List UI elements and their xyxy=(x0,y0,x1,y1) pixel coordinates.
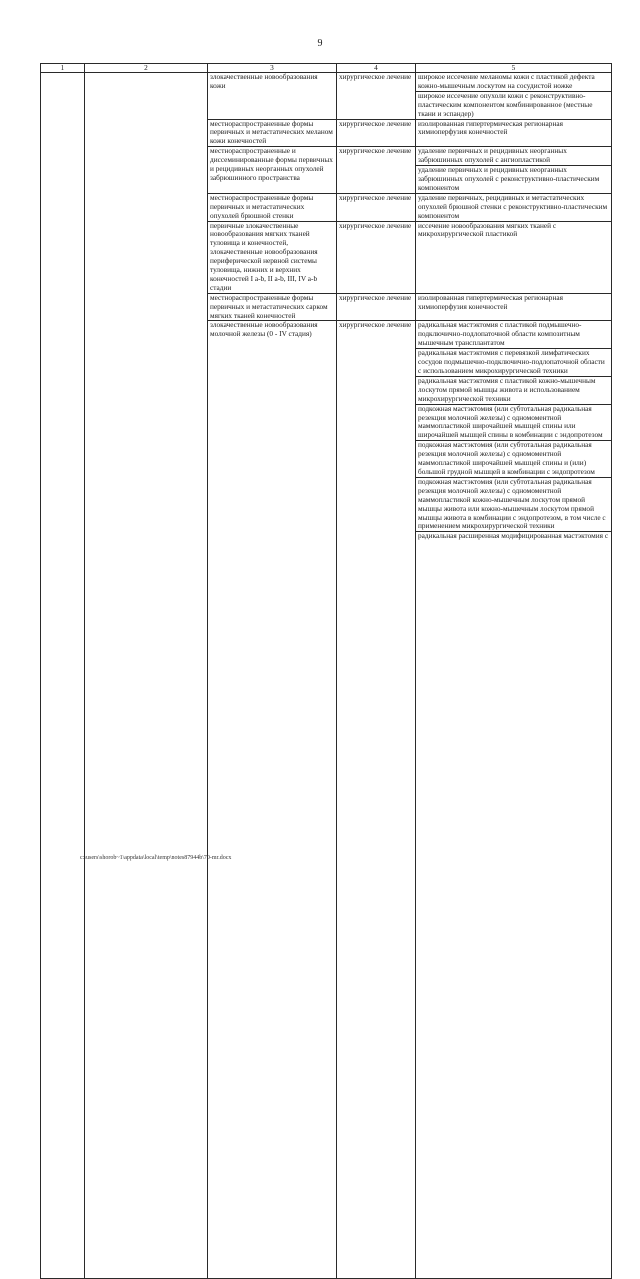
method-cell: радикальная мастэктомия с пластикой подмышечно-подключично-подлопаточной области композитным мышечным трансплантатом xyxy=(416,321,612,349)
method-cell: удаление первичных, рецидивных и метастатических опухолей брюшной стенки с реконструктивно-пластическим компонентом xyxy=(416,193,612,221)
method-cell: изолированная гипертермическая регионарная химиоперфузия конечностей xyxy=(416,293,612,321)
column-header-3: 3 xyxy=(208,64,337,73)
column-number-row xyxy=(41,64,612,73)
condition-cell: местнораспространенные формы первичных и метастатических сарком мягких тканей конечностей xyxy=(208,293,337,321)
column-header-4: 4 xyxy=(337,64,416,73)
condition-cell: местнораспространенные формы первичных и метастатических меланом кожи конечностей xyxy=(208,119,337,147)
method-cell: широкое иссечение меланомы кожи с пластикой дефекта кожно-мышечным лоскутом на сосудистой ножке xyxy=(416,73,612,92)
condition-cell: местнораспространенные и диссеминированные формы первичных и рецидивных неорганных опухолей забрюшинного пространства xyxy=(208,147,337,194)
method-cell: широкое иссечение опухоли кожи с реконструктивно-пластическим компонентом комбинированное (местные ткани и эспандер) xyxy=(416,91,612,119)
page-number: 9 xyxy=(317,38,323,49)
treatment-cell: хирургическое лечение xyxy=(337,119,416,147)
method-cell: радикальная мастэктомия с перевязкой лимфатических сосудов подмышечно-подключично-подлопаточной области с использованием микрохирургической техники xyxy=(416,349,612,377)
column-header-1: 1 xyxy=(41,64,85,73)
treatment-cell: хирургическое лечение xyxy=(337,193,416,221)
column-1-cell xyxy=(41,73,85,1279)
column-2-cell xyxy=(85,73,208,1279)
column-header-2: 2 xyxy=(85,64,208,73)
condition-cell: местнораспространенные формы первичных и метастатических опухолей брюшной стенки xyxy=(208,193,337,221)
method-cell: подкожная мастэктомия (или субтотальная радикальная резекция молочной железы) с одномоментной маммопластикой широчайшей мышцей спины или широчайшей мышцей спины в комбинации с эндопротезом xyxy=(416,404,612,441)
treatment-cell: хирургическое лечение xyxy=(337,321,416,1279)
column-header-5: 5 xyxy=(416,64,612,73)
method-cell: иссечение новообразования мягких тканей с микрохирургической пластикой xyxy=(416,221,612,293)
method-cell: изолированная гипертермическая регионарная химиоперфузия конечностей xyxy=(416,119,612,147)
table-row xyxy=(41,73,612,92)
footer-file-path: c:\users\shorob~1\appdata\local\temp\notes87944b\70-mr.docx xyxy=(80,855,232,861)
treatment-cell: хирургическое лечение xyxy=(337,221,416,293)
treatment-cell: хирургическое лечение xyxy=(337,293,416,321)
method-cell: подкожная мастэктомия (или субтотальная радикальная резекция молочной железы) с одномоментной маммопластикой широчайшей мышцей спины и (или) большой грудной мышцей в комбинации с эндопротезом xyxy=(416,441,612,478)
method-cell: радикальная мастэктомия с пластикой кожно-мышечным лоскутом прямой мышцы живота и использованием микрохирургической техники xyxy=(416,376,612,404)
method-cell: радикальная расширенная модифицированная мастэктомия с xyxy=(416,532,612,1279)
condition-cell: злокачественные новообразования молочной железы (0 - IV стадия) xyxy=(208,321,337,1279)
condition-cell: первичные злокачественные новообразования мягких тканей туловища и конечностей, злокачественные новообразования периферической нервной системы туловища, нижних и верхних конечностей I a-b, II a-b, III, IV a-b стадии xyxy=(208,221,337,293)
procedures-table xyxy=(40,63,612,1279)
method-cell: удаление первичных и рецидивных неорганных забрюшинных опухолей с реконструктивно-пластическим компонентом xyxy=(416,166,612,194)
condition-cell: злокачественные новообразования кожи xyxy=(208,73,337,120)
method-cell: удаление первичных и рецидивных неорганных забрюшинных опухолей с ангиопластикой xyxy=(416,147,612,166)
treatment-cell: хирургическое лечение xyxy=(337,147,416,194)
treatment-cell: хирургическое лечение xyxy=(337,73,416,120)
method-cell: подкожная мастэктомия (или субтотальная радикальная резекция молочной железы) с одномоментной маммопластикой кожно-мышечным лоскутом прямой мышцы живота или кожно-мышечным лоскутом прямой мышцы живота в комбинации с эндопротезом, в том числе с применением микрохирургической техники xyxy=(416,477,612,531)
